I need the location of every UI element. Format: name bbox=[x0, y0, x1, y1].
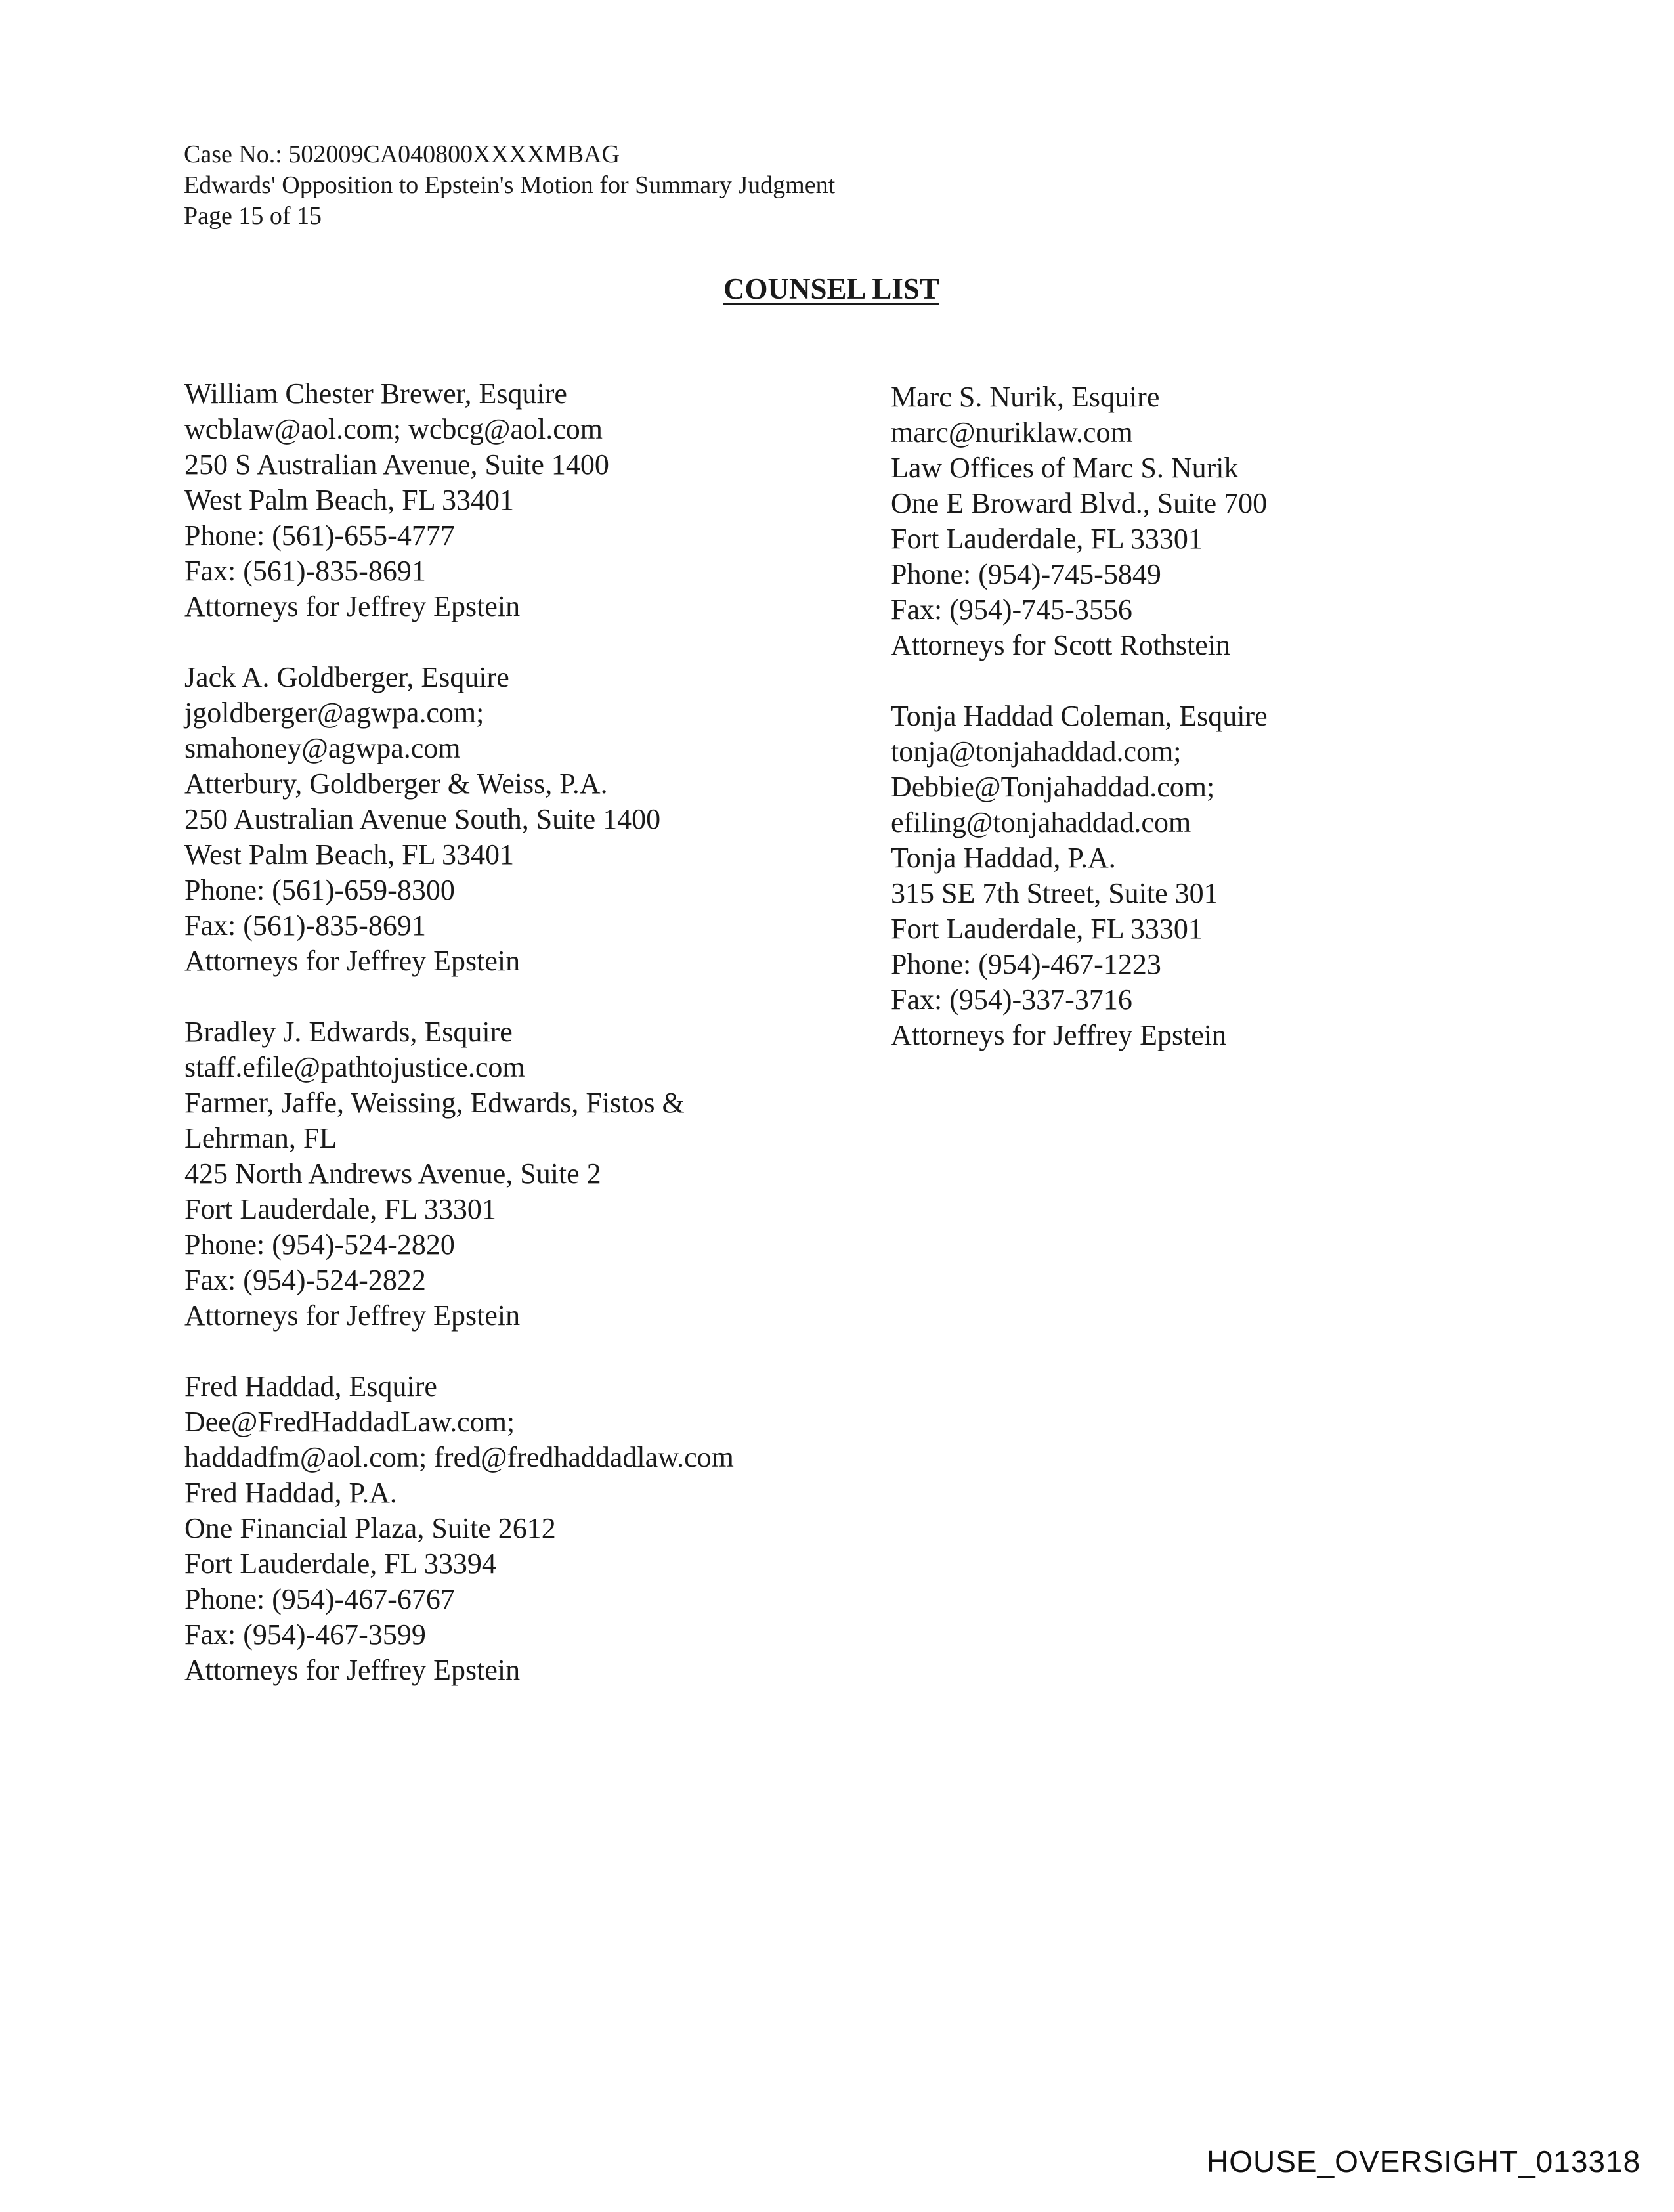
counsel-line: Farmer, Jaffe, Weissing, Edwards, Fistos & bbox=[184, 1087, 685, 1119]
counsel-line: Lehrman, FL bbox=[184, 1122, 337, 1154]
document-title: Edwards' Opposition to Epstein's Motion for Summary Judgment bbox=[184, 171, 836, 199]
counsel-line: Tonja Haddad, P.A. bbox=[891, 842, 1116, 874]
counsel-entry bbox=[184, 376, 841, 624]
counsel-line: Fax: (954)-524-2822 bbox=[184, 1264, 426, 1296]
bates-stamp: HOUSE_OVERSIGHT_013318 bbox=[1207, 2144, 1641, 2179]
counsel-line: Dee@FredHaddadLaw.com; bbox=[184, 1406, 515, 1438]
counsel-line: smahoney@agwpa.com bbox=[184, 732, 461, 764]
page-number: Page 15 of 15 bbox=[184, 202, 322, 230]
counsel-line: William Chester Brewer, Esquire bbox=[184, 378, 567, 410]
counsel-line: 315 SE 7th Street, Suite 301 bbox=[891, 877, 1218, 909]
counsel-line: Fax: (954)-745-3556 bbox=[891, 594, 1132, 626]
counsel-line: jgoldberger@agwpa.com; bbox=[184, 697, 484, 729]
counsel-entry bbox=[891, 699, 1547, 1053]
counsel-line: efiling@tonjahaddad.com bbox=[891, 806, 1191, 838]
counsel-line: wcblaw@aol.com; wcbcg@aol.com bbox=[184, 413, 603, 445]
counsel-line: Attorneys for Jeffrey Epstein bbox=[184, 1654, 521, 1686]
counsel-line: Phone: (954)-745-5849 bbox=[891, 558, 1161, 590]
document-header bbox=[184, 139, 835, 232]
counsel-line: Fort Lauderdale, FL 33301 bbox=[891, 913, 1203, 945]
counsel-line: 250 S Australian Avenue, Suite 1400 bbox=[184, 448, 609, 481]
counsel-line: Phone: (561)-655-4777 bbox=[184, 519, 455, 552]
counsel-line: Marc S. Nurik, Esquire bbox=[891, 381, 1160, 413]
counsel-line: Fred Haddad, P.A. bbox=[184, 1477, 397, 1509]
counsel-line: tonja@tonjahaddad.com; bbox=[891, 735, 1182, 768]
counsel-line: One Financial Plaza, Suite 2612 bbox=[184, 1512, 556, 1544]
counsel-line: Fax: (954)-337-3716 bbox=[891, 984, 1132, 1016]
counsel-line: Fred Haddad, Esquire bbox=[184, 1370, 437, 1402]
counsel-line: Debbie@Tonjahaddad.com; bbox=[891, 771, 1215, 803]
counsel-line: Fax: (561)-835-8691 bbox=[184, 555, 426, 587]
counsel-line: Fort Lauderdale, FL 33301 bbox=[184, 1193, 496, 1225]
counsel-list-title: COUNSEL LIST bbox=[723, 272, 939, 305]
counsel-line: Attorneys for Jeffrey Epstein bbox=[184, 590, 521, 622]
counsel-entry bbox=[891, 380, 1547, 663]
counsel-line: One E Broward Blvd., Suite 700 bbox=[891, 487, 1268, 519]
counsel-line: Fort Lauderdale, FL 33394 bbox=[184, 1548, 496, 1580]
counsel-entry bbox=[184, 660, 841, 979]
counsel-line: Tonja Haddad Coleman, Esquire bbox=[891, 700, 1268, 732]
counsel-line: West Palm Beach, FL 33401 bbox=[184, 484, 514, 516]
counsel-line: Attorneys for Scott Rothstein bbox=[891, 629, 1230, 661]
counsel-entry bbox=[184, 1014, 841, 1334]
counsel-line: Attorneys for Jeffrey Epstein bbox=[184, 1299, 521, 1332]
counsel-line: Attorneys for Jeffrey Epstein bbox=[891, 1019, 1227, 1051]
counsel-line: Phone: (954)-467-6767 bbox=[184, 1583, 455, 1615]
counsel-line: Phone: (561)-659-8300 bbox=[184, 874, 455, 906]
counsel-line: 425 North Andrews Avenue, Suite 2 bbox=[184, 1158, 601, 1190]
counsel-line: Atterbury, Goldberger & Weiss, P.A. bbox=[184, 768, 608, 800]
case-number: Case No.: 502009CA040800XXXXMBAG bbox=[184, 141, 620, 168]
counsel-line: Fax: (954)-467-3599 bbox=[184, 1618, 426, 1651]
counsel-line: staff.efile@pathtojustice.com bbox=[184, 1051, 525, 1083]
counsel-line: 250 Australian Avenue South, Suite 1400 bbox=[184, 803, 661, 835]
counsel-line: Bradley J. Edwards, Esquire bbox=[184, 1016, 513, 1048]
counsel-column-right bbox=[891, 380, 1547, 1089]
counsel-line: haddadfm@aol.com; fred@fredhaddadlaw.com bbox=[184, 1441, 734, 1473]
counsel-line: Fort Lauderdale, FL 33301 bbox=[891, 523, 1203, 555]
counsel-line: Jack A. Goldberger, Esquire bbox=[184, 661, 509, 693]
counsel-column-left bbox=[184, 376, 841, 1724]
counsel-entry bbox=[184, 1369, 841, 1688]
counsel-line: Fax: (561)-835-8691 bbox=[184, 909, 426, 942]
counsel-line: Phone: (954)-524-2820 bbox=[184, 1228, 455, 1261]
counsel-line: Phone: (954)-467-1223 bbox=[891, 948, 1161, 980]
counsel-line: West Palm Beach, FL 33401 bbox=[184, 838, 514, 871]
counsel-line: marc@nuriklaw.com bbox=[891, 416, 1133, 448]
counsel-line: Attorneys for Jeffrey Epstein bbox=[184, 945, 521, 977]
counsel-line: Law Offices of Marc S. Nurik bbox=[891, 452, 1239, 484]
